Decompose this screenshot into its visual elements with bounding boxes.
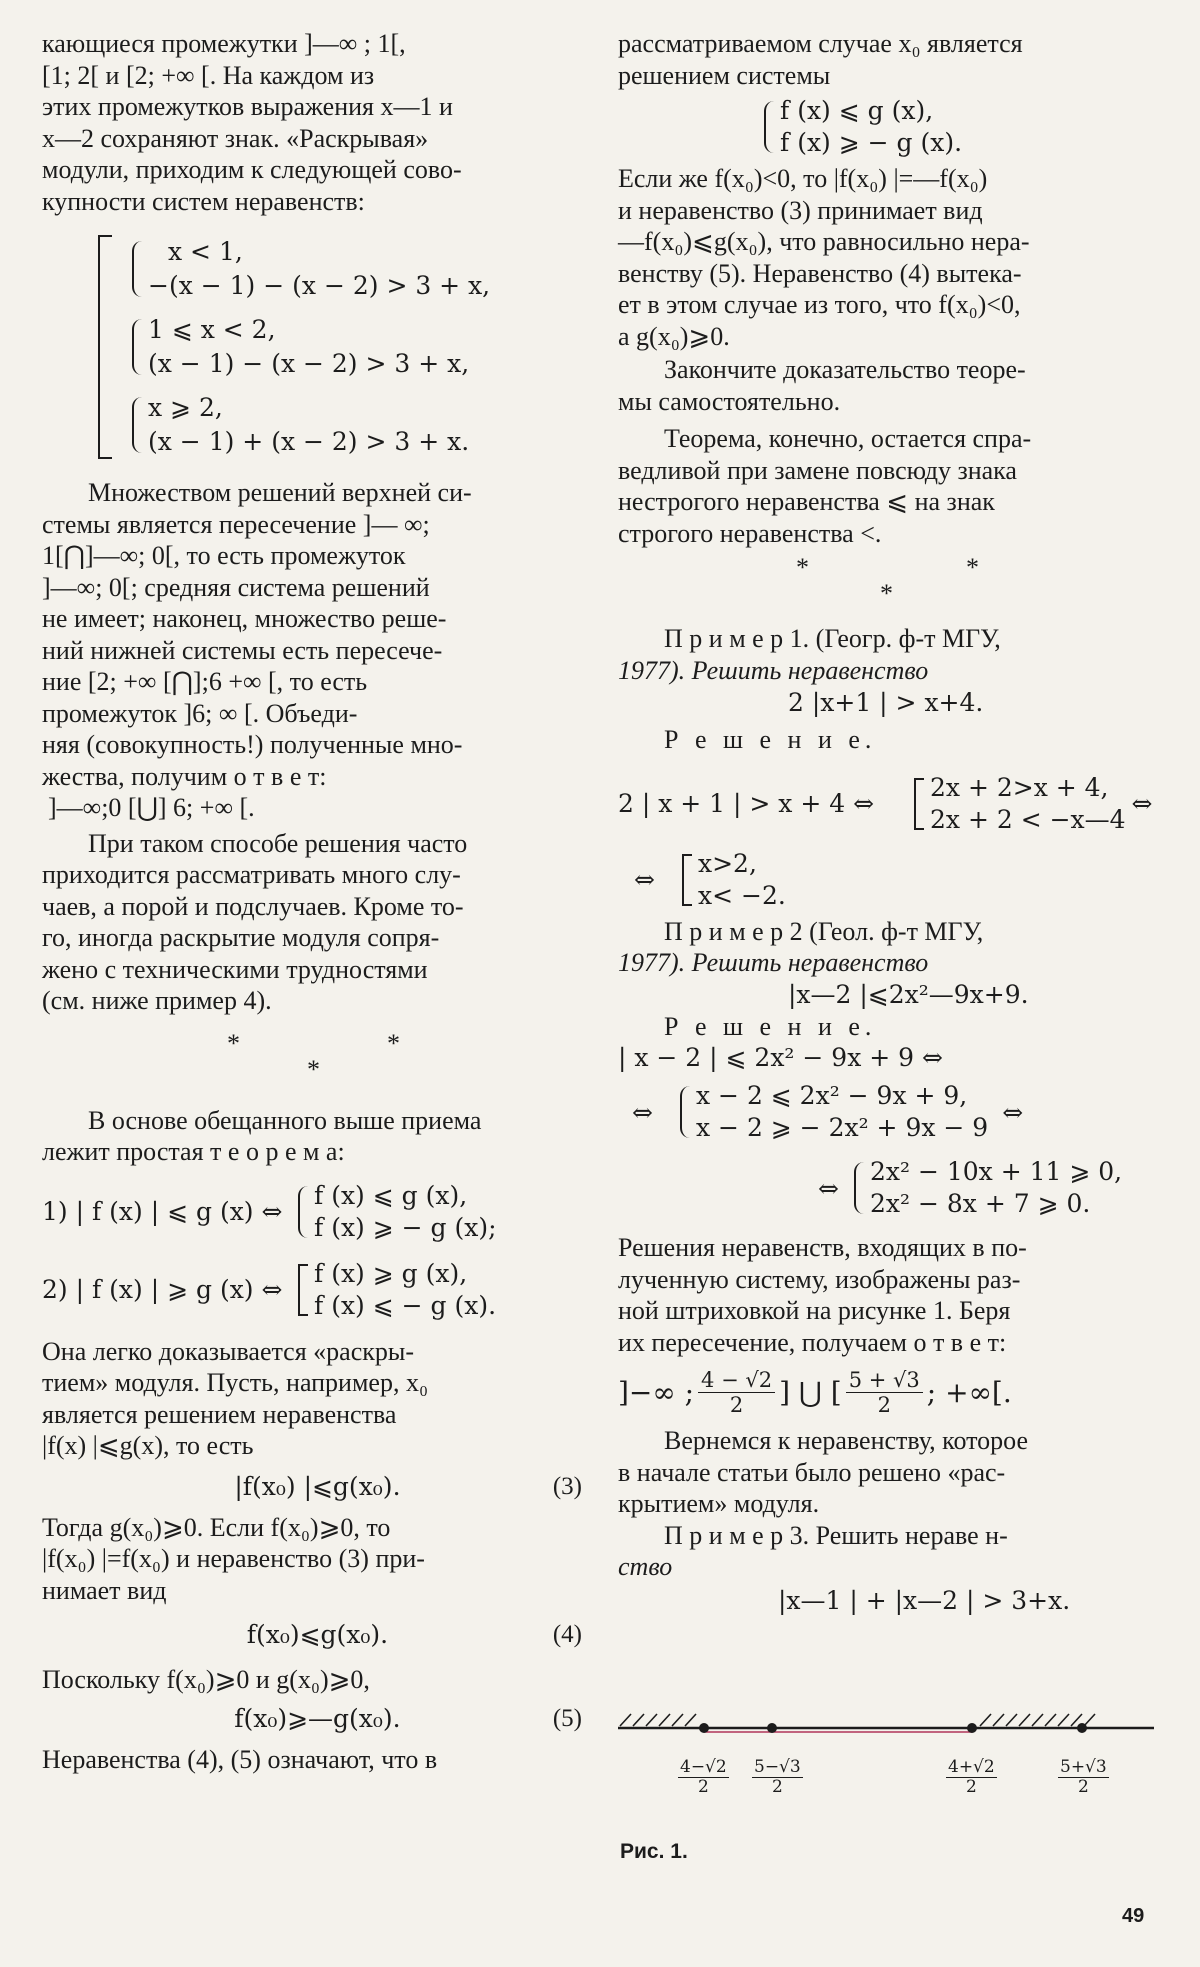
answer-open: ]−∞ ; [618, 1376, 695, 1409]
system-line: x ⩾ 2, [148, 393, 223, 422]
text-line: (см. ниже пример 4). [42, 986, 272, 1015]
text-line: и неравенство (3) принимает вид [618, 195, 983, 225]
figure-number-line [618, 1700, 1158, 1810]
hatch-right [980, 1714, 1095, 1726]
system-2 [126, 313, 582, 381]
step-system [674, 1080, 988, 1144]
equation-number: (5) [552, 1704, 582, 1732]
hatch-stroke [685, 1714, 696, 1726]
equation-number: (3) [552, 1472, 582, 1500]
fraction-denominator: 2 [877, 1393, 891, 1417]
system-line: 2x² − 8x + 7 ⩾ 0. [870, 1189, 1091, 1218]
hatch-stroke [620, 1714, 631, 1726]
text-line: нимает вид [42, 1575, 167, 1605]
answer-union: ] ⋃ [ [779, 1376, 842, 1409]
case-system [758, 95, 1158, 159]
text-line: Если же f(x₀)<0, то |f(x₀) |=—f(x₀) [618, 164, 988, 193]
answer-close: ; +∞[. [926, 1376, 1012, 1409]
inequality: |x—2 |⩽2x²—9x+9. [788, 979, 1029, 1009]
system-1 [126, 235, 582, 303]
text-line: Теорема, конечно, остается спра- [664, 424, 1032, 453]
text-line: Она легко доказывается «раскры- [42, 1336, 414, 1366]
example-2-step-1 [618, 1076, 1158, 1148]
hatch-stroke [980, 1714, 991, 1726]
text-line: ство [618, 1552, 673, 1581]
system-line: f (x) ⩽ g (x), [314, 1180, 468, 1210]
label-denominator: 2 [771, 1777, 783, 1797]
text-line: рассматриваемом случае x₀ является [618, 29, 1023, 58]
set-line: 2x + 2>x + 4, [930, 772, 1109, 802]
solution-label: Р е ш е н и е. [664, 725, 877, 754]
text-line: Решения неравенств, входящих в по- [618, 1233, 1027, 1262]
text-line: нестрогого неравенства ⩽ на знак [618, 487, 995, 516]
text-line: 1[⋂]—∞; 0[, то есть промежуток [42, 541, 406, 570]
point-label-c [946, 1758, 997, 1797]
text-line: 1977). Решить неравенство [618, 655, 929, 685]
system-line: x − 2 ⩾ − 2x² + 9x − 9 [696, 1113, 989, 1142]
fraction-numerator: 5 + √3 [846, 1368, 923, 1393]
step-set [676, 848, 786, 912]
hatch-stroke [993, 1714, 1004, 1726]
text-line: кающиеся промежутки ]—∞ ; 1[, [42, 29, 406, 58]
label-denominator: 2 [1077, 1777, 1089, 1797]
text-line: этих промежутков выражения x—1 и [42, 92, 453, 121]
proof-paragraph [42, 1336, 582, 1462]
answer-fraction-1 [698, 1368, 775, 1417]
left-column [42, 28, 582, 1775]
then-paragraph [42, 1512, 582, 1607]
hatch-stroke [672, 1714, 683, 1726]
star: * [796, 553, 809, 582]
star: * [966, 553, 979, 582]
text-line: няя (совокупность!) полученные мно- [42, 730, 463, 759]
text-line: тием» модуля. Пусть, например, x₀ [42, 1368, 429, 1397]
text-line: Множеством решений верхней си- [88, 478, 472, 507]
text-line: ведливой при замене повсюду знака [618, 455, 1017, 485]
text-line: лученную систему, изображены раз- [618, 1264, 1021, 1294]
inequality: 2 |x+1 | > x+4. [788, 688, 984, 717]
system-collection [98, 235, 582, 459]
text-line: Неравенства (4), (5) означают, что в [42, 1744, 438, 1774]
text-line: жества, получим о т в е т: [42, 761, 327, 791]
theorem-lhs: 1) | f (x) | ⩽ g (x) ⇔ [42, 1197, 283, 1226]
theorem-part-2 [42, 1254, 582, 1326]
example-1-step-1 [618, 768, 1158, 840]
set-line: 2x + 2 < −x—4 [930, 804, 1126, 834]
theorem-paragraph [42, 1105, 582, 1168]
answer-fraction-2 [846, 1368, 923, 1417]
text-line: 1977). Решить неравенство [618, 948, 929, 977]
label-numerator: 4+√2 [948, 1757, 995, 1777]
text-line: П р и м е р 1. (Геогр. ф-т МГУ, [664, 624, 1001, 653]
equivalence-arrow: ⇔ [632, 1097, 653, 1127]
text-line: решением системы [618, 60, 831, 90]
system-line: −(x − 1) − (x − 2) > 3 + x, [148, 271, 491, 300]
equation-4 [42, 1618, 582, 1652]
system-line: x − 2 ⩽ 2x² − 9x + 9, [696, 1081, 968, 1110]
label-numerator: 5+√3 [1060, 1757, 1107, 1777]
text-line: Поскольку f(x₀)⩾0 и g(x₀)⩾0, [42, 1665, 370, 1694]
text-line: ]—∞;0 [⋃] 6; +∞ [. [48, 793, 255, 822]
example-2 [618, 916, 1158, 1619]
text-line: лежит простая т е о р е м а: [42, 1137, 345, 1166]
system-line: (x − 1) + (x − 2) > 3 + x. [148, 427, 470, 456]
section-separator [618, 555, 1158, 607]
equivalence-arrow: ⇔ [1002, 1097, 1024, 1127]
set-line: x>2, [698, 848, 757, 878]
system-line: f (x) ⩾ − g (x). [780, 128, 963, 157]
figure-caption: Рис. 1. [620, 1840, 688, 1863]
example-3 [618, 1520, 1158, 1619]
text-line: При таком способе решения часто [88, 828, 468, 858]
equation-number: (4) [552, 1621, 582, 1648]
text-line: модули, приходим к следующей сово- [42, 155, 462, 184]
text-line: строгого неравенства <. [618, 518, 882, 548]
label-numerator: 4−√2 [680, 1757, 727, 1777]
hatch-stroke [659, 1714, 670, 1726]
finish-paragraph [618, 354, 1158, 417]
text-line: Закончите доказательство теоре- [664, 355, 1026, 384]
text-line: купности систем неравенств: [42, 186, 365, 216]
system-line: f (x) ⩽ − g (x). [314, 1290, 497, 1320]
inequality: |x—1 | + |x—2 | > 3+x. [778, 1585, 1071, 1615]
hatch-stroke [1019, 1714, 1030, 1726]
label-numerator: 5−√3 [754, 1757, 801, 1777]
point-c [967, 1723, 977, 1733]
text-line: приходится рассматривать много слу- [42, 860, 461, 889]
right-column [618, 28, 1158, 1619]
set-line: x< −2. [698, 880, 786, 910]
solution-label: Р е ш е н и е. [664, 1011, 877, 1041]
text-line: |f(x₀) |=f(x₀) и неравенство (3) при- [42, 1544, 425, 1573]
system-line: f (x) ⩾ g (x), [314, 1258, 468, 1288]
example-1 [618, 623, 1158, 916]
star: * [227, 1028, 240, 1058]
text-line: ние [2; +∞ [⋂];6 +∞ [, то есть [42, 667, 368, 696]
text-line: промежуток ]6; ∞ [. Объеди- [42, 698, 358, 728]
equation: f(x₀)⩾—g(x₀). [234, 1703, 401, 1733]
fraction-denominator: 2 [729, 1393, 744, 1417]
number-line-svg [618, 1700, 1158, 1760]
system-line: 2x² − 10x + 11 ⩾ 0, [870, 1157, 1123, 1186]
solutions-paragraph [42, 477, 582, 824]
system-line: (x − 1) − (x − 2) > 3 + x, [148, 349, 470, 378]
hatch-left [620, 1714, 696, 1726]
label-denominator: 2 [697, 1777, 709, 1797]
theorem-lhs: 2) | f (x) | ⩾ g (x) ⇔ [42, 1275, 283, 1304]
star: * [387, 1028, 400, 1058]
section-separator [42, 1028, 582, 1084]
text-line: ной штриховкой на рисунке 1. Беря [618, 1296, 1011, 1325]
text-line: Тогда g(x₀)⩾0. Если f(x₀)⩾0, то [42, 1512, 391, 1542]
text-line: x—2 сохраняют знак. «Раскрывая» [42, 123, 429, 153]
step-system [848, 1156, 1122, 1220]
return-paragraph [618, 1425, 1158, 1520]
theorem-part-1 [42, 1176, 582, 1248]
text-line: в начале статьи было решено «рас- [618, 1457, 1006, 1487]
system-line: x < 1, [168, 237, 243, 266]
answer-expression [618, 1368, 1158, 1417]
text-line: чаев, а порой и подслучаев. Кроме то- [42, 891, 464, 921]
text-line: а g(x₀)⩾0. [618, 321, 730, 351]
hatch-stroke [646, 1714, 657, 1726]
text-line: мы самостоятельно. [618, 386, 841, 416]
point-a [699, 1723, 709, 1733]
text-line: венству (5). Неравенство (4) вытека- [618, 258, 1022, 288]
equation-5 [42, 1702, 582, 1736]
fraction-numerator: 4 − √2 [698, 1368, 775, 1393]
hatch-stroke [1045, 1714, 1056, 1726]
text-line: П р и м е р 3. Решить нераве н- [664, 1520, 1008, 1550]
text-line: го, иногда раскрытие модуля сопря- [42, 923, 440, 952]
step-lhs: 2 | x + 1 | > x + 4 ⇔ [618, 789, 875, 818]
system-3 [126, 391, 582, 459]
equation: |f(x₀) |⩽g(x₀). [234, 1471, 401, 1501]
text-line: ]—∞; 0[; средняя система решений [42, 572, 430, 602]
equivalence-arrow: ⇔ [1131, 789, 1153, 818]
text-line: жено с техническими трудностями [42, 954, 428, 984]
point-label-a [678, 1758, 729, 1797]
text-line: не имеет; наконец, множество реше- [42, 604, 447, 633]
strict-paragraph [618, 423, 1158, 549]
hatch-stroke [1006, 1714, 1017, 1726]
point-b [767, 1723, 777, 1733]
text-line: ний нижней системы есть пересече- [42, 635, 443, 665]
point-d [1077, 1723, 1087, 1733]
intro-paragraph [42, 28, 582, 217]
text-line: |f(x) |⩽g(x), то есть [42, 1431, 254, 1460]
text-line: их пересечение, получаем о т в е т: [618, 1327, 1007, 1357]
equivalence-arrow: ⇔ [634, 865, 655, 894]
star: * [307, 1054, 320, 1084]
hatch-stroke [633, 1714, 644, 1726]
text-line: В основе обещанного выше приема [88, 1105, 482, 1135]
equation-3 [42, 1470, 582, 1504]
system-line: 1 ⩽ x < 2, [148, 315, 276, 344]
hatch-stroke [1084, 1714, 1095, 1726]
step-line: | x − 2 | ⩽ 2x² − 9x + 9 ⇔ [618, 1043, 943, 1072]
example-1-step-2 [618, 844, 1158, 916]
page-number: 49 [1122, 1905, 1145, 1927]
equivalence-arrow: ⇔ [818, 1173, 839, 1203]
example-2-step-2 [618, 1152, 1158, 1224]
label-denominator: 2 [965, 1777, 977, 1797]
text-line: ет в этом случае из того, что f(x₀)<0, [618, 290, 1021, 319]
hatch-stroke [1058, 1714, 1069, 1726]
step-set [908, 772, 1126, 836]
text-line: стемы является пересечение ]— ∞; [42, 509, 430, 539]
text-line: —f(x₀)⩽g(x₀), что равносильно нера- [618, 227, 1030, 256]
point-label-b [752, 1758, 803, 1797]
text-line: Вернемся к неравенству, которое [664, 1426, 1029, 1455]
point-label-d [1058, 1758, 1109, 1797]
example-2-text [618, 1232, 1158, 1358]
theorem-system [292, 1180, 497, 1244]
text-line: крытием» модуля. [618, 1489, 820, 1518]
theorem-set [292, 1258, 496, 1322]
text-line: [1; 2[ и [2; +∞ [. На каждом из [42, 60, 375, 90]
negative-case-paragraph [618, 163, 1158, 352]
text-line: П р и м е р 2 (Геол. ф-т МГУ, [664, 916, 984, 946]
equation: f(x₀)⩽g(x₀). [246, 1620, 389, 1649]
text-line: является решением неравенства [42, 1399, 397, 1429]
star: * [880, 579, 893, 608]
system-line: f (x) ⩽ g (x), [780, 96, 934, 125]
hatch-stroke [1032, 1714, 1043, 1726]
system-line: f (x) ⩾ − g (x); [314, 1212, 497, 1242]
method-paragraph [42, 828, 582, 1017]
